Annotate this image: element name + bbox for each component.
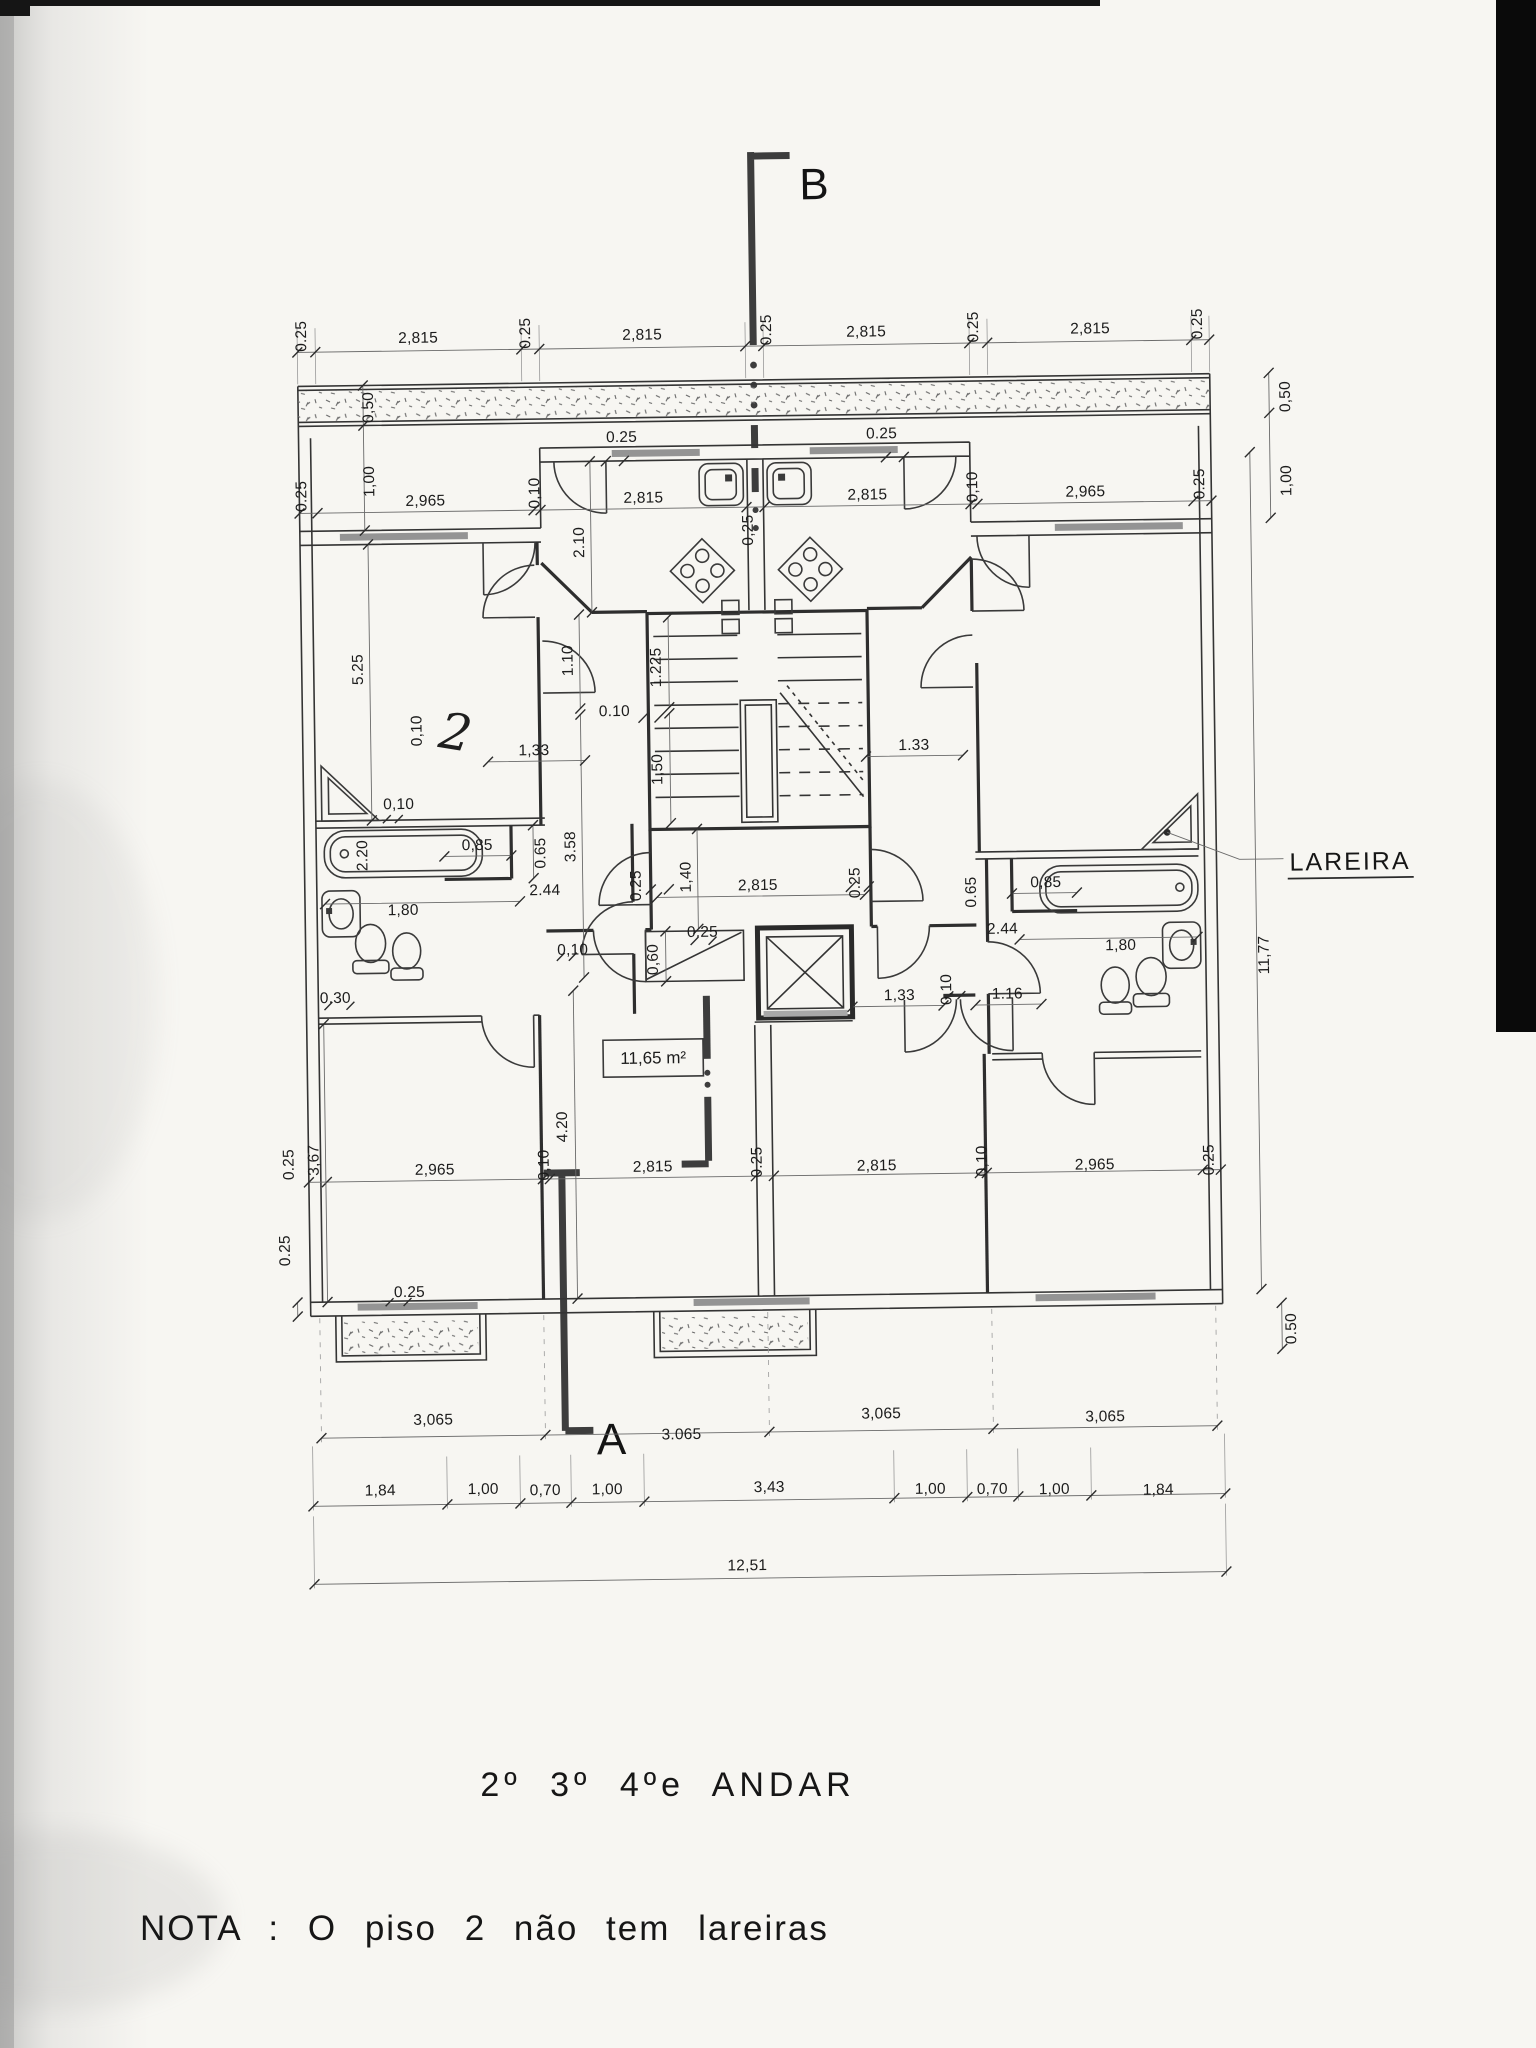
dim-label: 0.25 (293, 480, 311, 512)
dim-label: 2,815 (847, 486, 888, 504)
scan-top-edge (0, 0, 1100, 6)
dim-label: 0.25 (276, 1235, 295, 1267)
dim-label: 1.16 (991, 985, 1023, 1003)
dim-label: 1,00 (1277, 465, 1296, 497)
dim-label: 3,065 (861, 1405, 902, 1423)
dim-label: 1,84 (364, 1482, 396, 1500)
dim-label: 2.44 (529, 881, 561, 900)
dim-label: 0,10 (383, 795, 415, 814)
dim-label: 0,50 (1276, 381, 1295, 413)
dim-label: 0.25 (627, 870, 646, 902)
dim-label: 2,815 (1070, 320, 1111, 338)
dim-label: 0.25 (1200, 1144, 1218, 1176)
dim-label: 0.30 (319, 989, 351, 1008)
dim-label: 0.25 (846, 867, 864, 899)
dim-label: 2,965 (1074, 1156, 1115, 1174)
dim-label: 0,10 (535, 1149, 553, 1181)
dim-label: 0.25 (516, 317, 535, 349)
scanner-black-bar (1496, 0, 1536, 1032)
dim-label: 11,77 (1255, 935, 1274, 975)
dim-label: 0,10 (964, 471, 982, 503)
dim-label: 2,965 (405, 492, 446, 510)
dim-label: 3.58 (562, 831, 580, 863)
dim-label: 0,10 (973, 1145, 991, 1177)
dim-label: 0.25 (1188, 308, 1207, 340)
dim-label: 1,80 (387, 901, 419, 920)
dim-label: 2.44 (986, 920, 1019, 938)
dim-label: 0.25 (748, 1146, 766, 1178)
dim-label: 1,00 (360, 465, 379, 498)
dim-label: 2,815 (623, 489, 664, 507)
dim-label: 0.65 (962, 876, 981, 908)
dim-label: 0,10 (557, 941, 589, 959)
dim-label: 0,70 (976, 1480, 1008, 1499)
dim-label: 4.20 (553, 1111, 572, 1143)
floor-title: 2º 3º 4ºe ANDAR (480, 1766, 856, 1804)
dim-label: 0.25 (686, 923, 719, 942)
dim-label: 0.25 (865, 425, 898, 443)
dim-label: 1,00 (467, 1480, 499, 1499)
dim-label: 1,00 (914, 1480, 946, 1498)
scan-corner-mark (0, 0, 30, 16)
dim-label: 0,85 (1030, 873, 1062, 892)
dim-label: 3,43 (753, 1478, 785, 1497)
dim-label: 1.33 (898, 736, 930, 755)
dim-label: 1,33 (518, 741, 550, 760)
dim-label: 2,815 (856, 1157, 897, 1175)
dim-label: 0.10 (598, 702, 630, 721)
dim-label: 0,70 (529, 1481, 561, 1500)
dim-label: 0.25 (964, 311, 983, 343)
dim-label: 2,815 (846, 323, 887, 341)
dim-label: 1.10 (559, 645, 577, 677)
dim-label: 0.65 (532, 837, 550, 869)
dim-label: 1,50 (648, 753, 667, 786)
dim-label: 3,065 (413, 1411, 454, 1429)
section-marker-b: B (798, 160, 830, 210)
dim-label: 1,84 (1142, 1481, 1174, 1499)
note-text: NOTA : O piso 2 não tem lareiras (140, 1909, 829, 1948)
dim-label: 1,00 (1038, 1480, 1070, 1499)
dim-label: 0.25 (605, 428, 638, 447)
dim-label: 1,33 (883, 986, 915, 1005)
dim-label: 0.25 (393, 1283, 426, 1302)
dim-label: 3.065 (661, 1425, 702, 1444)
hall-area-label: 11,65 m² (620, 1048, 687, 1068)
dim-label: 1,40 (677, 861, 695, 893)
dim-label: 2,815 (737, 876, 778, 895)
dim-label: 3,67 (305, 1144, 323, 1176)
dim-label: 2.20 (354, 839, 372, 872)
dim-label: 1.225 (647, 647, 666, 688)
dim-label: 1,00 (591, 1481, 623, 1499)
dim-label: 2.10 (570, 526, 589, 559)
dim-label: 2,965 (414, 1161, 455, 1179)
dim-label: 0.50 (1282, 1313, 1301, 1345)
handwritten-mark: 2 (435, 701, 476, 764)
dim-label: 3,065 (1085, 1407, 1126, 1426)
dim-label: 5.25 (349, 654, 367, 686)
fireplace-label: LAREIRA (1289, 846, 1411, 877)
dim-label: 2,965 (1065, 483, 1106, 501)
dim-label: 0.25 (757, 314, 776, 346)
dim-label: 1,80 (1105, 936, 1137, 955)
dim-label: 0,10 (526, 477, 544, 509)
section-marker-a: A (596, 1414, 627, 1465)
dim-label: 0,10 (408, 715, 426, 747)
dim-label-total: 12,51 (727, 1556, 768, 1575)
dim-label: 0.25 (280, 1149, 298, 1181)
dim-label: 2,815 (622, 326, 663, 344)
dim-label: 0.25 (1191, 468, 1209, 500)
dim-label: 2,815 (398, 329, 439, 348)
dim-label: 0.25 (292, 320, 311, 352)
dim-label: 2,815 (632, 1158, 673, 1176)
dim-label: 0,10 (938, 973, 956, 1006)
dim-label: 0,85 (461, 836, 493, 855)
dim-label: 0,50 (359, 391, 378, 424)
dim-label: 0,60 (644, 943, 663, 976)
dim-label: 0,25 (739, 514, 758, 546)
